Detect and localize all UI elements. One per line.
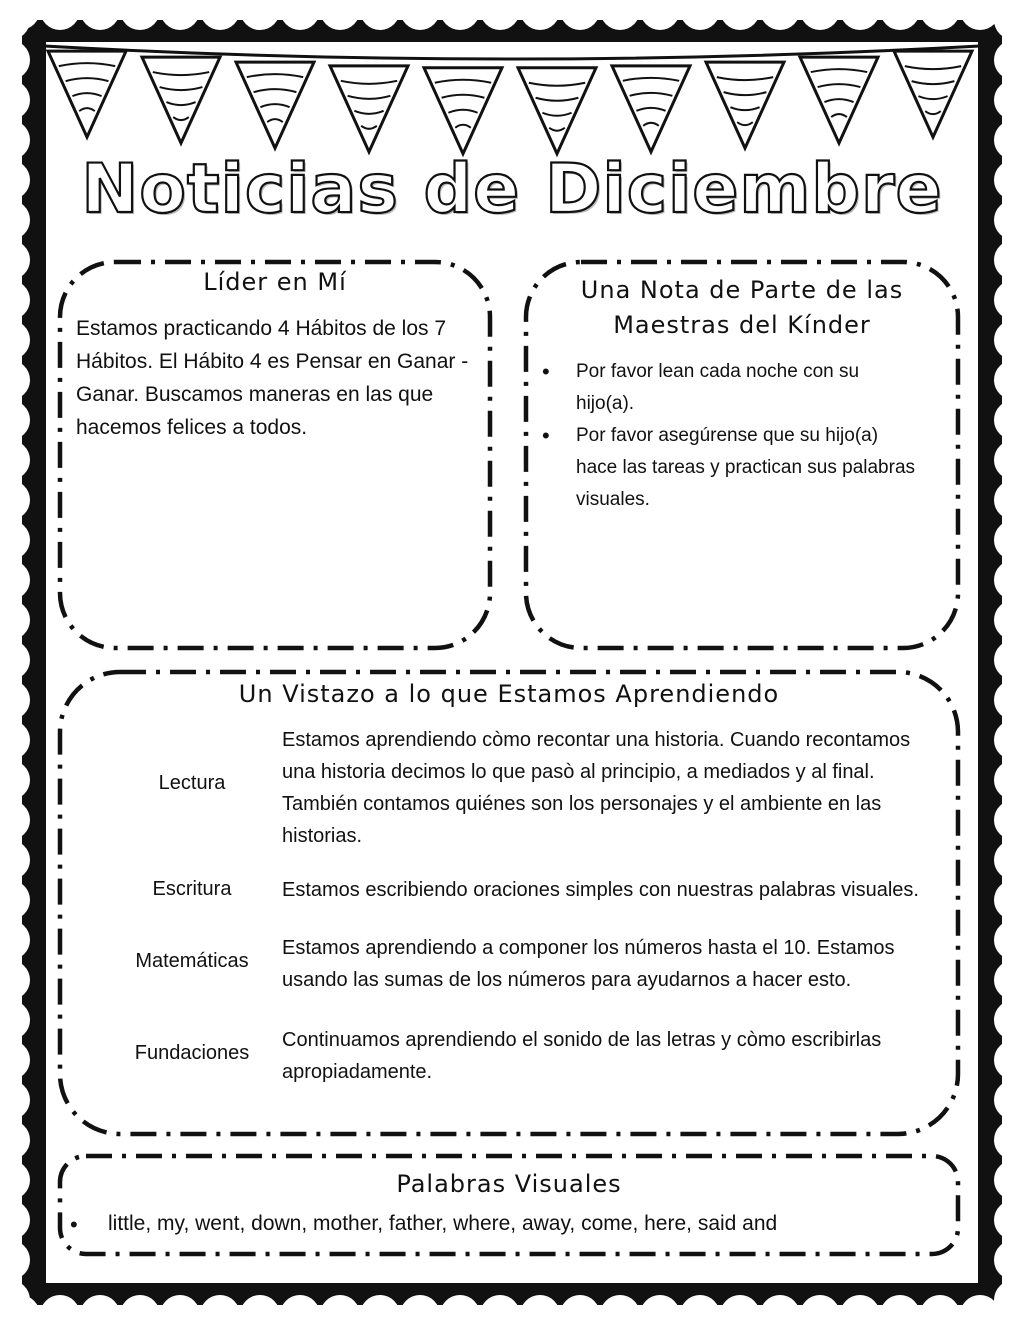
note-item: • Por favor asegúrense que su hijo(a) hace las tareas y practican sus palabras visuales. [528, 420, 918, 516]
bunting-flag [894, 51, 972, 137]
subject-description: Estamos aprendiendo a componer los números hasta el 10. Estamos usando las sumas de los números para ayudarnos a hacer esto. [282, 937, 895, 991]
learning-heading: Un Vistazo a lo que Estamos Aprendiendo [238, 680, 780, 708]
learning-box [52, 666, 966, 1140]
teachers-note-heading-line2: Maestras del Kínder [613, 311, 871, 339]
subject-description: Estamos escribiendo oraciones simples con nuestras palabras visuales. [282, 879, 919, 901]
bullet-icon: • [542, 423, 550, 448]
sight-words-box [52, 1150, 966, 1260]
bunting-flag [142, 57, 220, 143]
subject-label: Fundaciones [134, 1042, 250, 1064]
bunting-flag [706, 62, 784, 148]
bunting-flag [518, 68, 596, 154]
subject-description: Continuamos aprendiendo el sonido de las letras y còmo escribirlas apropiadamente. [282, 1029, 882, 1083]
sight-words-text: little, my, went, down, mother, father, where, away, come, here, said and [108, 1212, 778, 1235]
subject-description: Estamos aprendiendo còmo recontar una historia. Cuando recontamos una historia decimos lo que pasò al principio, a mediados y al final. También contamos quiénes son los personajes y el ambiente en las historias. [282, 729, 911, 847]
subject-label: Lectura [158, 772, 226, 794]
bullet-icon: • [542, 359, 550, 384]
leader-text: Estamos practicando 4 Hábitos de los 7 Hábitos. El Hábito 4 es Pensar en Ganar -Ganar. Buscamos maneras en las que hacemos felices a todos. [76, 317, 469, 439]
page-title: Noticias de Diciembre [81, 150, 943, 229]
note-item: • Por favor lean cada noche con su hijo(a). [528, 356, 918, 420]
leader-heading: Líder en Mí [203, 268, 347, 296]
subject-label: Matemáticas [135, 950, 249, 972]
bunting-flag [330, 66, 408, 152]
leader-box [52, 256, 498, 654]
bunting-banner [40, 36, 984, 166]
teachers-note-box [518, 256, 966, 654]
bullet-icon: • [70, 1212, 78, 1237]
teachers-note-heading-line1: Una Nota de Parte de las [580, 276, 904, 304]
subject-label: Escritura [152, 878, 232, 900]
sight-words-heading: Palabras Visuales [396, 1170, 622, 1198]
